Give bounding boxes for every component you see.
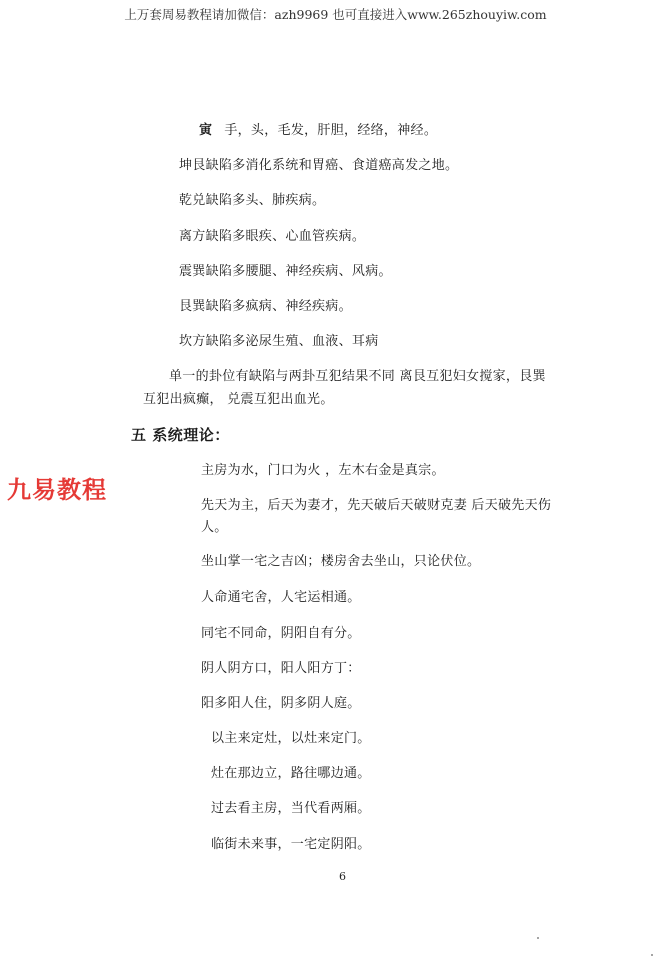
- page-number: 6: [339, 870, 346, 883]
- watermark-logo: 九易教程: [7, 476, 107, 504]
- page-header-banner: 上万套周易教程请加微信：azh9969 也可直接进入www.265zhouyiw.com: [124, 7, 547, 22]
- text-line: 灶在那边立，路往哪边通。: [211, 766, 371, 781]
- text-line: 主房为水，门口为火 ，左木右金是真宗。: [201, 463, 445, 478]
- text-line: 坤艮缺陷多消化系统和胃癌、食道癌高发之地。: [179, 158, 459, 173]
- yin-text: 手，头，毛发，肝胆，经络，神经。: [224, 123, 438, 138]
- text-line: 人。: [201, 520, 228, 535]
- text-line: 阳多阳人住，阴多阴人庭。: [201, 696, 361, 711]
- section-title: 五 系统理论：: [131, 426, 230, 444]
- yin-char: 寅: [199, 123, 213, 138]
- text-line: 乾兑缺陷多头、肺疾病。: [179, 193, 326, 208]
- text-line: 过去看主房，当代看两厢。: [211, 801, 371, 816]
- text-line: 人命通宅舍，人宅运相通。: [201, 590, 361, 605]
- text-line: 临街未来事，一宅定阴阳。: [211, 837, 371, 852]
- text-line: 艮巽缺陷多疯病、神经疾病。: [179, 299, 352, 314]
- text-line: 以主来定灶，以灶来定门。: [211, 731, 371, 746]
- text-line: 阴人阴方口，阳人阳方丁：: [201, 661, 361, 676]
- text-line: 同宅不同命，阴阳自有分。: [201, 626, 361, 641]
- scan-speck: [651, 954, 653, 956]
- scan-speck: [537, 937, 539, 939]
- text-line: 震巽缺陷多腰腿、神经疾病、风病。: [179, 264, 392, 279]
- text-line: 坎方缺陷多泌尿生殖、血液、耳病: [179, 334, 379, 349]
- paragraph-line: 互犯出疯癫， 兑震互犯出血光。: [143, 392, 334, 407]
- yin-line: [199, 119, 437, 138]
- paragraph-line: 单一的卦位有缺陷与两卦互犯结果不同 离艮互犯妇女搅家，艮巽: [169, 369, 546, 384]
- text-line: 离方缺陷多眼疾、心血管疾病。: [179, 229, 366, 244]
- text-line: 先天为主，后天为妻才，先天破后天破财克妻 后天破先天伤: [201, 498, 552, 513]
- text-line: 坐山掌一宅之吉凶；楼房舍去坐山，只论伏位。: [201, 554, 481, 569]
